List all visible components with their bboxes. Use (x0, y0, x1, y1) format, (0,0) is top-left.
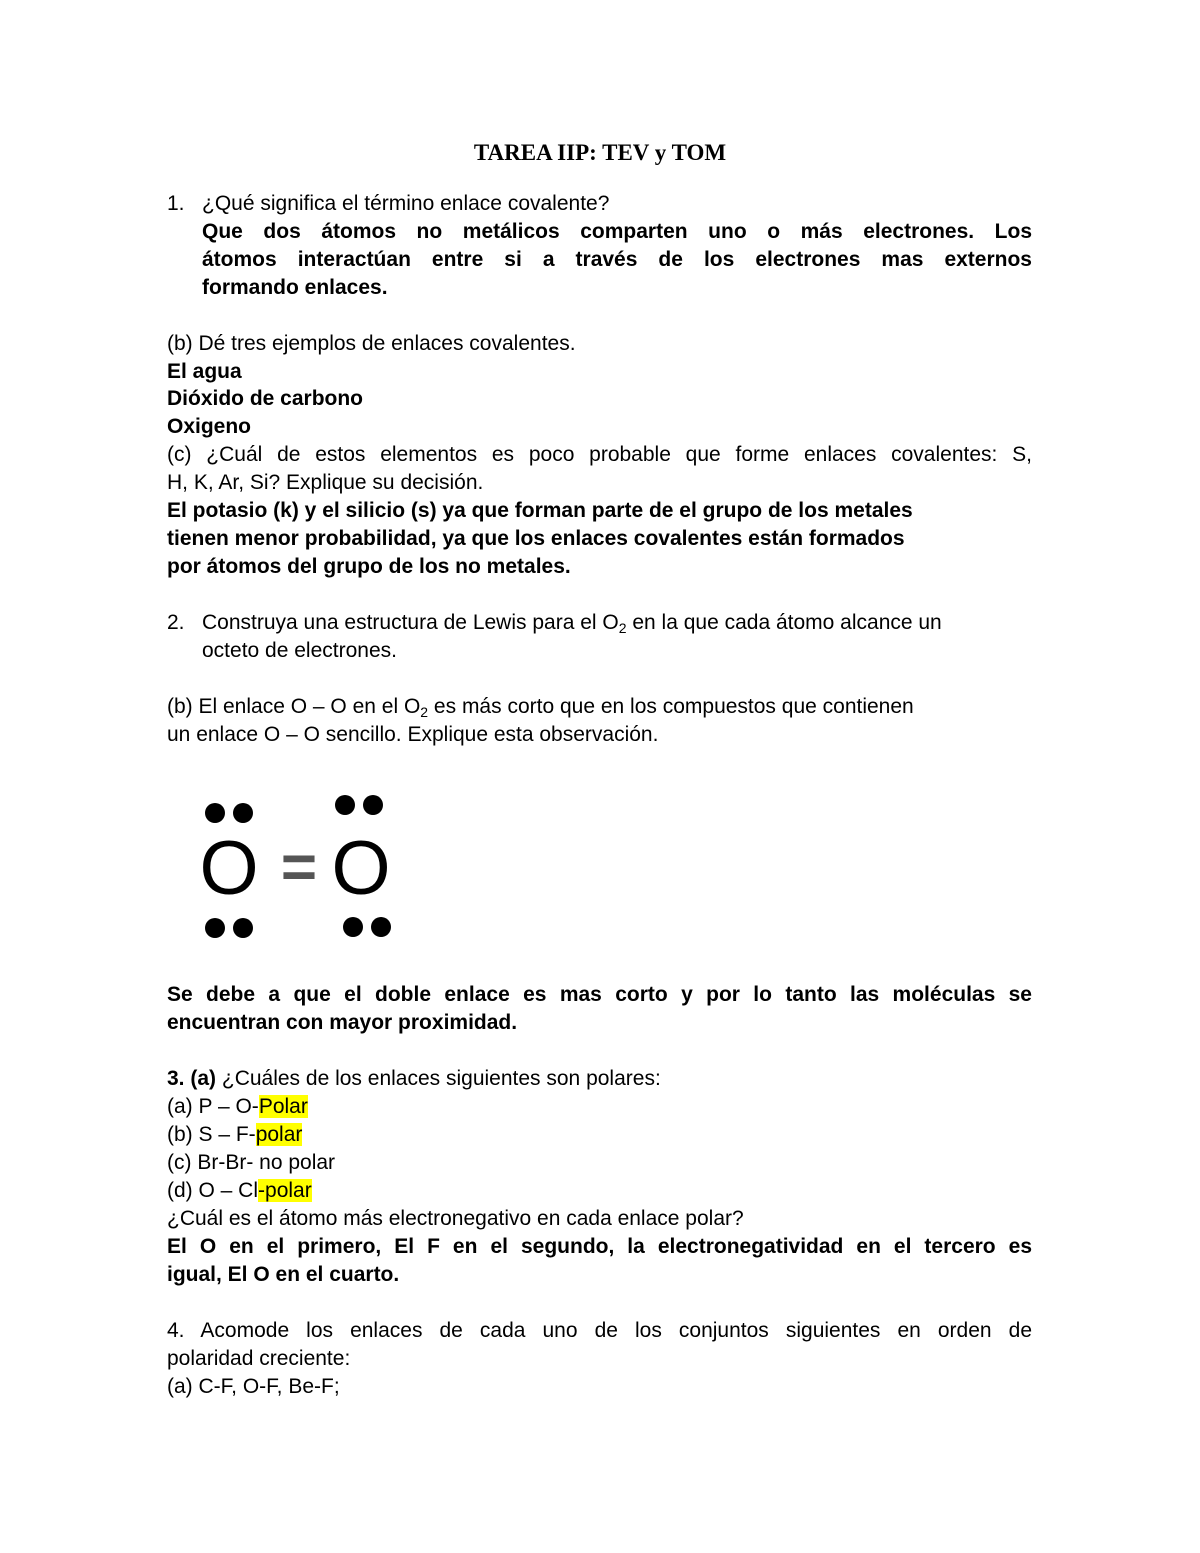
electron-dot (343, 917, 363, 937)
electron-dot (335, 795, 355, 815)
q1b-answer-1: El agua (167, 360, 242, 383)
q2-question-line-1 (202, 609, 942, 637)
q2-question-line-2: octeto de electrones. (202, 639, 397, 662)
q2-answer-line-1: Se debe a que el doble enlace es mas corto y por lo tanto las moléculas se (167, 983, 1032, 1006)
q2-number: 2. (167, 611, 185, 634)
q3-part: (a) (190, 1067, 217, 1090)
q2-text-pre: Construya una estructura de Lewis para el O (202, 611, 619, 634)
q1b-answer-3: Oxigeno (167, 415, 252, 438)
q1b-question: (b) Dé tres ejemplos de enlaces covalentes. (167, 332, 576, 355)
q1c-question-line-2: H, K, Ar, Si? Explique su decisión. (167, 471, 484, 494)
q2b-question-line-2: un enlace O – O sencillo. Explique esta observación. (167, 723, 659, 746)
q1c-answer-line-2: tienen menor probabilidad, ya que los enlaces covalentes están formados (167, 527, 905, 550)
q2b-text-pre: (b) El enlace O – O en el O (167, 695, 421, 718)
q1-answer-line-1: Que dos átomos no metálicos comparten uno o más electrones. Los (202, 220, 1032, 243)
q1b-answer-2: Dióxido de carbono (167, 387, 364, 410)
q2b-text-post: es más corto que en los compuestos que contienen (428, 695, 914, 718)
q3-number: 3. (167, 1067, 185, 1090)
document-title: TAREA IIP: TEV y TOM (473, 140, 727, 165)
q3-item-label: (b) S – F- (167, 1123, 256, 1146)
electron-dot (233, 918, 253, 938)
electron-dot (205, 918, 225, 938)
electron-dot (205, 803, 225, 823)
q3-item-c (167, 1149, 335, 1177)
q3-item-label: (d) O – Cl (167, 1179, 259, 1202)
oxygen-atom-right: O (331, 826, 391, 911)
q2-answer-line-2: encuentran con mayor proximidad. (167, 1011, 518, 1034)
electron-dot (233, 803, 253, 823)
q1-answer-line-2: átomos interactúan entre si a través de los electrones mas externos (202, 248, 1032, 271)
q3-answer-line-2: igual, El O en el cuarto. (167, 1263, 400, 1286)
q1c-question-line-1: (c) ¿Cuál de estos elementos es poco probable que forme enlaces covalentes: S, (167, 443, 1032, 466)
oxygen-atom-left: O (199, 826, 259, 911)
q3-item-d (167, 1177, 312, 1205)
electron-dot (363, 795, 383, 815)
o2-lewis-structure (195, 780, 405, 950)
q4-question-line-2: polaridad creciente: (167, 1347, 351, 1370)
q2b-subscript: 2 (420, 704, 429, 720)
q3-item-a (167, 1093, 308, 1121)
q3-item-answer: -polar (258, 1179, 312, 1202)
q2b-question-line-1 (167, 693, 1032, 721)
q1c-answer-line-1: El potasio (k) y el silicio (s) ya que forman parte de el grupo de los metales (167, 499, 913, 522)
q3-question-2: ¿Cuál es el átomo más electronegativo en cada enlace polar? (167, 1207, 744, 1230)
q1c-answer-line-3: por átomos del grupo de los no metales. (167, 555, 571, 578)
q2-text-post: en la que cada átomo alcance un (626, 611, 942, 634)
q3-item-b (167, 1121, 302, 1149)
q1-number: 1. (167, 192, 185, 215)
q3-item-label: (a) P – O- (167, 1095, 259, 1118)
q3-answer-line-1: El O en el primero, El F en el segundo, la electronegatividad en el tercero es (167, 1235, 1032, 1258)
q3-question-text: ¿Cuáles de los enlaces siguientes son polares: (216, 1067, 661, 1090)
q1-answer-line-3: formando enlaces. (202, 276, 388, 299)
q3-item-label: (c) Br-Br- no polar (167, 1151, 336, 1174)
q4-item-a: (a) C-F, O-F, Be-F; (167, 1375, 340, 1398)
q1-question: ¿Qué significa el término enlace covalente? (202, 192, 610, 215)
electron-dot (371, 917, 391, 937)
q3-item-answer: polar (255, 1123, 303, 1146)
double-bond: = (280, 833, 318, 902)
q4-question-line-1: 4. Acomode los enlaces de cada uno de los conjuntos siguientes en orden de (167, 1319, 1032, 1342)
q2-subscript: 2 (618, 620, 627, 636)
q3-question (167, 1065, 661, 1093)
q3-item-answer: Polar (258, 1095, 308, 1118)
